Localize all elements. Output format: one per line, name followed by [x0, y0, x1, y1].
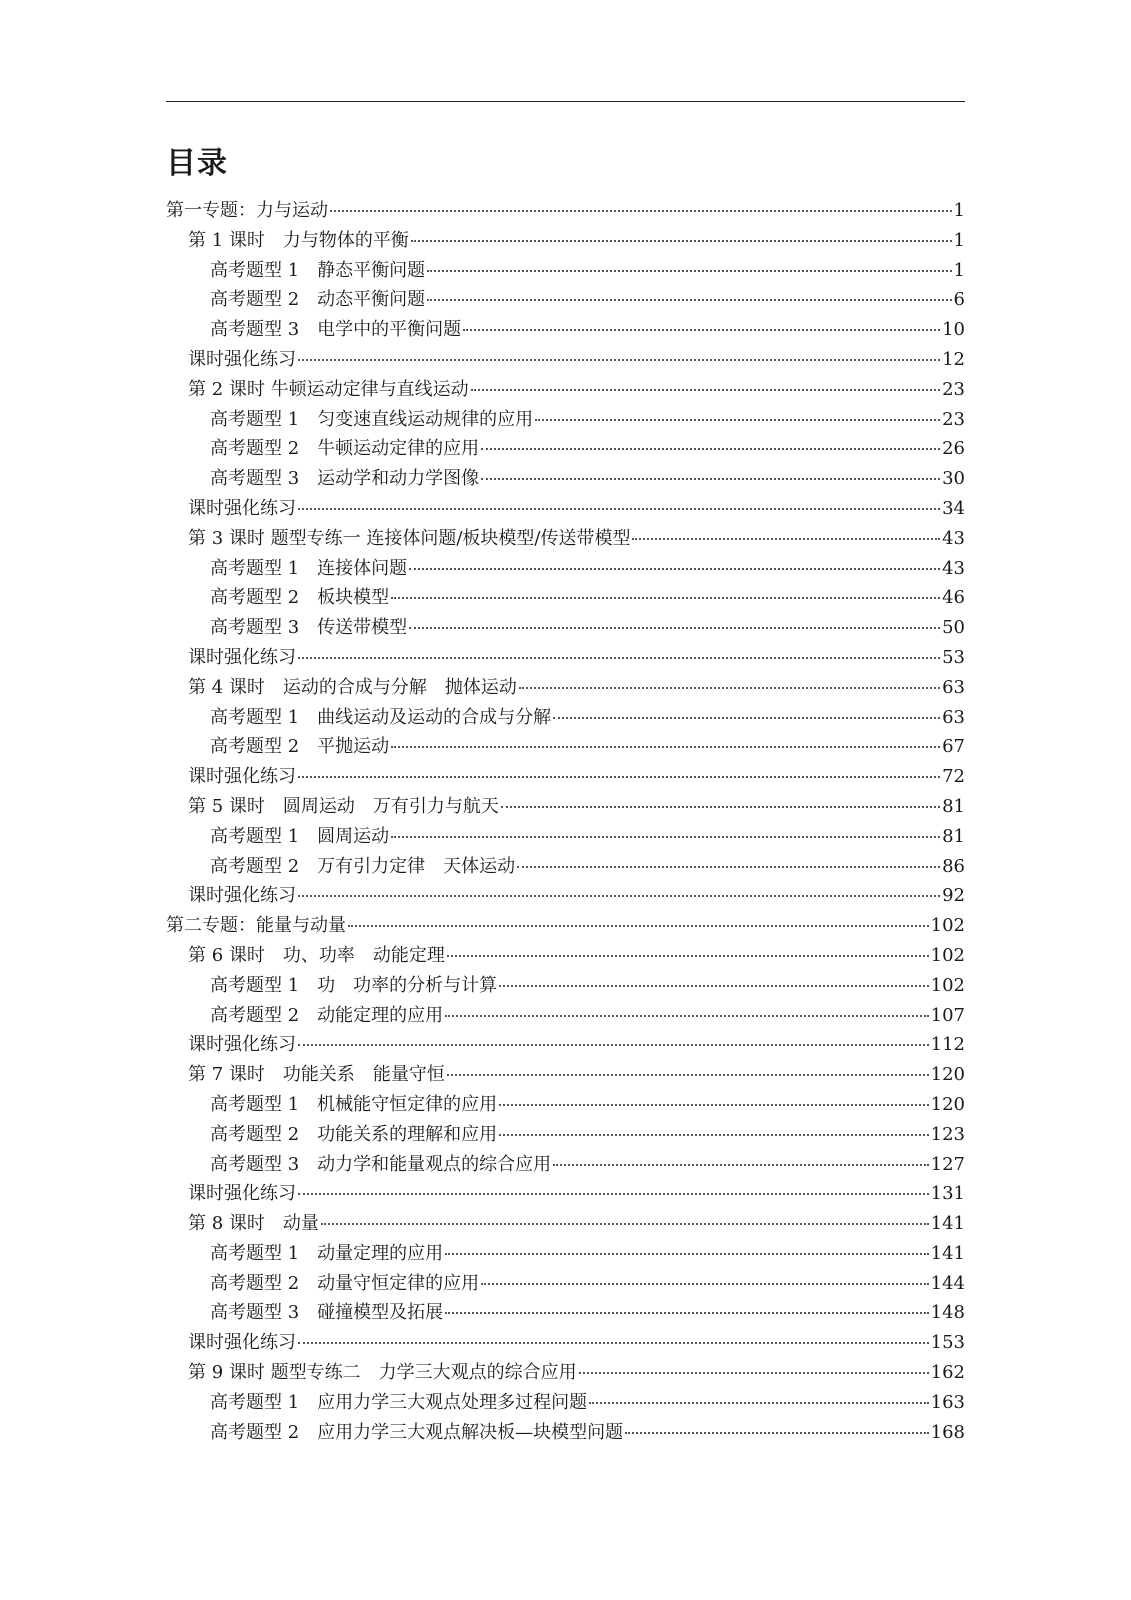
- toc-entry-title: 高考题型 1 动量定理的应用: [210, 1242, 444, 1264]
- toc-entry[interactable]: [166, 464, 965, 494]
- toc-entry-title: 第 3 课时 题型专练一 连接体问题/板块模型/传送带模型: [188, 527, 631, 549]
- dot-leader: [499, 1104, 928, 1106]
- toc-entry-title: 高考题型 2 牛顿运动定律的应用: [210, 438, 480, 460]
- dot-leader: [553, 717, 940, 719]
- toc-entry-page-number: 144: [930, 1272, 965, 1294]
- dot-leader: [589, 1402, 928, 1404]
- dot-leader: [409, 568, 940, 570]
- toc-entry-title: 高考题型 1 机械能守恒定律的应用: [210, 1093, 498, 1115]
- toc-entry[interactable]: [166, 1298, 965, 1328]
- toc-entry-title: 课时强化练习: [188, 1034, 296, 1056]
- toc-entry-page-number: 92: [942, 885, 965, 907]
- toc-entry-title: 高考题型 1 功 功率的分析与计算: [210, 974, 498, 996]
- toc-entry-title: 高考题型 2 应用力学三大观点解决板—块模型问题: [210, 1421, 624, 1443]
- toc-entry[interactable]: [166, 852, 965, 882]
- dot-leader: [409, 627, 940, 629]
- toc-entry-page-number: 107: [930, 1004, 965, 1026]
- dot-leader: [298, 657, 940, 659]
- toc-entry[interactable]: [166, 554, 965, 584]
- toc-entry-title: 高考题型 1 连接体问题: [210, 557, 408, 579]
- toc-entry[interactable]: [166, 196, 965, 226]
- toc-entry-title: 第 1 课时 力与物体的平衡: [188, 229, 409, 251]
- toc-entry-page-number: 34: [942, 497, 965, 519]
- toc-entry-page-number: 102: [930, 944, 965, 966]
- toc-entry[interactable]: [166, 285, 965, 315]
- toc-entry-page-number: 23: [942, 378, 965, 400]
- dot-leader: [427, 270, 951, 272]
- toc-entry[interactable]: [166, 1388, 965, 1418]
- toc-entry-title: 课时强化练习: [188, 348, 296, 370]
- toc-entry-title: 高考题型 1 静态平衡问题: [210, 259, 426, 281]
- toc-entry-title: 高考题型 2 动态平衡问题: [210, 289, 426, 311]
- toc-entry-page-number: 86: [942, 855, 965, 877]
- toc-entry-title: 第 8 课时 动量: [188, 1213, 319, 1235]
- toc-entry-page-number: 168: [930, 1421, 965, 1443]
- toc-entry-page-number: 81: [942, 825, 965, 847]
- toc-entry-page-number: 67: [942, 736, 965, 758]
- toc-entry-title: 高考题型 3 传送带模型: [210, 617, 408, 639]
- toc-entry-page-number: 163: [930, 1391, 965, 1413]
- toc-entry-page-number: 141: [930, 1242, 965, 1264]
- toc-entry-title: 课时强化练习: [188, 646, 296, 668]
- toc-entry[interactable]: [166, 494, 965, 524]
- toc-entry-title: 高考题型 2 功能关系的理解和应用: [210, 1123, 498, 1145]
- toc-entry-page-number: 30: [942, 468, 965, 490]
- toc-entry-title: 高考题型 3 电学中的平衡问题: [210, 319, 462, 341]
- toc-entry-page-number: 81: [942, 795, 965, 817]
- dot-leader: [501, 806, 940, 808]
- dot-leader: [411, 240, 952, 242]
- dot-leader: [481, 478, 940, 480]
- toc-entry-page-number: 120: [930, 1093, 965, 1115]
- toc-entry-page-number: 12: [942, 348, 965, 370]
- dot-leader: [445, 1253, 928, 1255]
- toc-entry[interactable]: [166, 345, 965, 375]
- toc-entry-page-number: 63: [942, 706, 965, 728]
- toc-entry[interactable]: [166, 315, 965, 345]
- dot-leader: [632, 538, 940, 540]
- dot-leader: [625, 1432, 928, 1434]
- toc-entry[interactable]: [166, 613, 965, 643]
- toc-entry[interactable]: [166, 1209, 965, 1239]
- toc-entry-page-number: 120: [930, 1064, 965, 1086]
- dot-leader: [499, 985, 928, 987]
- dot-leader: [298, 1044, 929, 1046]
- toc-entry-title: 高考题型 2 平抛运动: [210, 736, 390, 758]
- toc-entry[interactable]: [166, 1120, 965, 1150]
- toc-entry[interactable]: [166, 434, 965, 464]
- dot-leader: [447, 1074, 929, 1076]
- toc-entry[interactable]: [166, 643, 965, 673]
- toc-entry-page-number: 102: [930, 915, 965, 937]
- toc-entry[interactable]: [166, 1090, 965, 1120]
- toc-entry-page-number: 63: [942, 676, 965, 698]
- dot-leader: [298, 508, 940, 510]
- toc-entry[interactable]: [166, 762, 965, 792]
- toc-entry[interactable]: [166, 256, 965, 286]
- toc-entry-title: 高考题型 2 万有引力定律 天体运动: [210, 855, 516, 877]
- dot-leader: [445, 1312, 928, 1314]
- dot-leader: [535, 419, 940, 421]
- toc-entry-page-number: 50: [942, 617, 965, 639]
- toc-entry-title: 第 6 课时 功、功率 动能定理: [188, 944, 445, 966]
- dot-leader: [391, 597, 940, 599]
- toc-entry[interactable]: [166, 822, 965, 852]
- dot-leader: [517, 866, 940, 868]
- dot-leader: [481, 448, 940, 450]
- toc-entry-title: 高考题型 2 板块模型: [210, 587, 390, 609]
- dot-leader: [553, 1164, 928, 1166]
- toc-entry-title: 高考题型 1 应用力学三大观点处理多过程问题: [210, 1391, 588, 1413]
- toc-entry-page-number: 131: [930, 1183, 965, 1205]
- toc-entry-page-number: 43: [942, 557, 965, 579]
- toc-entry-page-number: 1: [953, 200, 965, 221]
- dot-leader: [445, 1015, 928, 1017]
- toc-entry-page-number: 127: [930, 1153, 965, 1175]
- toc-entry-page-number: 112: [930, 1034, 965, 1056]
- toc-entry-page-number: 123: [930, 1123, 965, 1145]
- header-rule: [166, 101, 965, 102]
- dot-leader: [298, 1342, 929, 1344]
- dot-leader: [298, 895, 940, 897]
- toc-entry-page-number: 23: [942, 408, 965, 430]
- toc-entry[interactable]: [166, 1328, 965, 1358]
- toc-entry-page-number: 10: [942, 319, 965, 341]
- dot-leader: [471, 389, 940, 391]
- toc-entry-title: 课时强化练习: [188, 497, 296, 519]
- toc-entry-title: 高考题型 3 运动学和动力学图像: [210, 468, 480, 490]
- toc-entry-page-number: 1: [953, 259, 965, 281]
- toc-entry[interactable]: [166, 226, 965, 256]
- toc-entry[interactable]: [166, 941, 965, 971]
- toc-entry-page-number: 26: [942, 438, 965, 460]
- toc-entry[interactable]: [166, 881, 965, 911]
- toc-entry[interactable]: [166, 1239, 965, 1269]
- toc-entry-title: 第 9 课时 题型专练二 力学三大观点的综合应用: [188, 1362, 577, 1384]
- dot-leader: [348, 925, 929, 927]
- toc-entry[interactable]: [166, 1001, 965, 1031]
- toc-entry-page-number: 6: [953, 289, 965, 311]
- toc-entry[interactable]: [166, 971, 965, 1001]
- toc-entry-title: 第 7 课时 功能关系 能量守恒: [188, 1064, 445, 1086]
- dot-leader: [481, 1283, 928, 1285]
- toc-entry-title: 高考题型 2 动能定理的应用: [210, 1004, 444, 1026]
- dot-leader: [447, 955, 929, 957]
- dot-leader: [321, 1223, 929, 1225]
- toc-entry-title: 高考题型 1 曲线运动及运动的合成与分解: [210, 706, 552, 728]
- toc-entry-title: 高考题型 2 动量守恒定律的应用: [210, 1272, 480, 1294]
- toc-entry-title: 课时强化练习: [188, 885, 296, 907]
- dot-leader: [298, 776, 940, 778]
- toc-entry[interactable]: [166, 1150, 965, 1180]
- dot-leader: [391, 836, 940, 838]
- dot-leader: [499, 1134, 928, 1136]
- toc-entry[interactable]: [166, 792, 965, 822]
- toc-entry-title: 课时强化练习: [188, 1183, 296, 1205]
- toc-entry[interactable]: [166, 1179, 965, 1209]
- dot-leader: [391, 746, 940, 748]
- dot-leader: [298, 359, 940, 361]
- toc-entry-title: 第一专题：力与运动: [166, 200, 328, 221]
- toc-entry-title: 课时强化练习: [188, 766, 296, 788]
- dot-leader: [463, 329, 940, 331]
- toc-entry-page-number: 46: [942, 587, 965, 609]
- toc-entry[interactable]: [166, 1269, 965, 1299]
- toc-entry[interactable]: [166, 524, 965, 554]
- toc-entry-page-number: 153: [930, 1332, 965, 1354]
- toc-entry-page-number: 1: [953, 229, 965, 251]
- toc-entry[interactable]: [166, 1418, 965, 1448]
- toc-entry[interactable]: [166, 583, 965, 613]
- toc-entry-page-number: 162: [930, 1362, 965, 1384]
- toc-entry[interactable]: [166, 1060, 965, 1090]
- toc-entry-page-number: 72: [942, 766, 965, 788]
- toc-entry-page-number: 141: [930, 1213, 965, 1235]
- dot-leader: [519, 687, 940, 689]
- toc-entry-title: 高考题型 1 匀变速直线运动规律的应用: [210, 408, 534, 430]
- toc-entry[interactable]: [166, 1030, 965, 1060]
- toc-entry-title: 课时强化练习: [188, 1332, 296, 1354]
- toc-entry-page-number: 53: [942, 646, 965, 668]
- dot-leader: [330, 210, 952, 212]
- dot-leader: [427, 299, 951, 301]
- toc-entry-title: 第 5 课时 圆周运动 万有引力与航天: [188, 795, 499, 817]
- toc-entry-title: 第二专题：能量与动量: [166, 915, 346, 937]
- toc-entry-page-number: 102: [930, 974, 965, 996]
- toc-entry[interactable]: [166, 911, 965, 941]
- dot-leader: [579, 1372, 929, 1374]
- toc-entry[interactable]: [166, 375, 965, 405]
- toc-entry-title: 第 4 课时 运动的合成与分解 抛体运动: [188, 676, 517, 698]
- toc-title: 目录: [166, 146, 228, 181]
- toc-entry[interactable]: [166, 1358, 965, 1388]
- toc-entry[interactable]: [166, 703, 965, 733]
- toc-entry-title: 高考题型 3 碰撞模型及拓展: [210, 1302, 444, 1324]
- toc-entry-page-number: 43: [942, 527, 965, 549]
- toc-entry-page-number: 148: [930, 1302, 965, 1324]
- toc-entry[interactable]: [166, 405, 965, 435]
- toc-entry-title: 高考题型 3 动力学和能量观点的综合应用: [210, 1153, 552, 1175]
- toc-list: [166, 196, 965, 1447]
- toc-entry-title: 第 2 课时 牛顿运动定律与直线运动: [188, 378, 469, 400]
- toc-entry-title: 高考题型 1 圆周运动: [210, 825, 390, 847]
- dot-leader: [298, 1193, 929, 1195]
- toc-entry[interactable]: [166, 673, 965, 703]
- toc-entry[interactable]: [166, 732, 965, 762]
